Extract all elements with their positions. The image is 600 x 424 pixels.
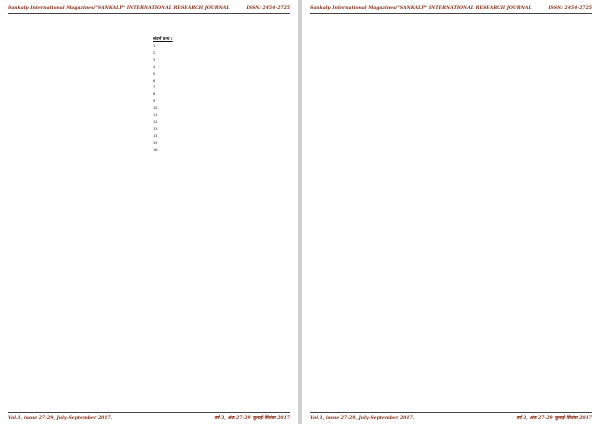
reference-text xyxy=(157,44,290,49)
body-paragraph xyxy=(455,73,592,97)
reference-text xyxy=(157,65,290,70)
reference-number: 16 xyxy=(153,147,158,152)
left-page-column-2 xyxy=(153,19,290,411)
journal-title: Sankalp International Magazines/"SANKALP" INTERNATIONAL RESEARCH JOURNAL xyxy=(8,6,230,11)
right-page-footer xyxy=(310,412,592,421)
reference-item xyxy=(153,127,290,132)
reference-number: 3 xyxy=(153,57,156,62)
journal-title: Sankalp International Magazines/"SANKALP" INTERNATIONAL RESEARCH JOURNAL xyxy=(310,6,532,11)
reference-item xyxy=(153,120,290,125)
body-paragraph xyxy=(455,127,592,151)
reference-text xyxy=(159,127,290,132)
body-paragraph xyxy=(310,186,447,210)
reference-item xyxy=(153,79,290,84)
reference-item xyxy=(153,99,290,104)
reference-item xyxy=(153,58,290,63)
reference-item xyxy=(153,85,290,90)
reference-number: 5 xyxy=(153,71,156,76)
body-paragraph xyxy=(8,154,145,178)
reference-item xyxy=(153,141,290,146)
body-paragraph xyxy=(455,19,592,43)
reference-number: 15 xyxy=(153,140,158,145)
left-page xyxy=(0,0,298,424)
body-paragraph xyxy=(455,100,592,124)
body-paragraph xyxy=(310,24,447,48)
reference-item xyxy=(153,113,290,118)
reference-number: 7 xyxy=(153,85,156,90)
reference-text xyxy=(159,134,290,139)
body-paragraph xyxy=(8,19,145,43)
right-page xyxy=(302,0,600,424)
issn: ISSN: 2454-2725 xyxy=(246,6,290,11)
reference-number: 6 xyxy=(153,78,156,83)
issue-label: वर्ष 3, अंक 27-29 जुलाई-सितंबर 2017 xyxy=(214,416,290,421)
left-page-footer xyxy=(8,412,290,421)
reference-text xyxy=(157,92,290,97)
right-page-column-2 xyxy=(455,19,592,411)
left-page-header xyxy=(8,6,290,14)
reference-number: 1 xyxy=(153,44,156,48)
reference-number: 8 xyxy=(153,92,156,97)
reference-item xyxy=(153,134,290,139)
reference-number: 9 xyxy=(153,99,156,104)
reference-number: 11 xyxy=(153,113,158,118)
references-list xyxy=(153,44,290,153)
reference-text xyxy=(159,113,290,118)
right-page-header xyxy=(310,6,592,14)
body-paragraph xyxy=(8,46,145,70)
volume-issue: Vol.1, issue 27-29, July-September 2017. xyxy=(8,416,113,421)
reference-item xyxy=(153,106,290,111)
issn: ISSN: 2454-2725 xyxy=(548,6,592,11)
volume-issue: Vol.1, issue 27-29, July-September 2017. xyxy=(310,416,415,421)
reference-text xyxy=(159,106,290,111)
reference-number: 10 xyxy=(153,106,158,111)
reference-text xyxy=(157,85,290,90)
reference-text xyxy=(157,99,290,104)
body-paragraph xyxy=(8,127,145,151)
reference-item xyxy=(153,148,290,153)
reference-text xyxy=(157,58,290,63)
body-paragraph xyxy=(8,100,145,124)
reference-text xyxy=(157,51,290,56)
reference-item xyxy=(153,51,290,56)
body-paragraph xyxy=(8,73,145,97)
reference-text xyxy=(159,141,290,146)
body-paragraph xyxy=(310,132,447,156)
references-heading: संदर्भ ग्रन्थ : xyxy=(153,37,173,42)
issue-label: वर्ष 3, अंक 27-29 जुलाई-सितंबर 2017 xyxy=(516,416,592,421)
reference-item xyxy=(153,65,290,70)
reference-number: 13 xyxy=(153,126,158,131)
reference-number: 12 xyxy=(153,119,158,124)
body-paragraph xyxy=(310,51,447,75)
body-paragraph xyxy=(310,105,447,129)
body-paragraph xyxy=(455,154,592,178)
left-page-columns xyxy=(8,19,290,411)
body-paragraph xyxy=(455,181,592,205)
reference-number: 2 xyxy=(153,50,156,55)
reference-item xyxy=(153,44,290,49)
body-paragraph xyxy=(455,46,592,70)
body-paragraph xyxy=(153,19,290,33)
reference-text xyxy=(157,79,290,84)
body-paragraph xyxy=(8,181,145,205)
reference-item xyxy=(153,72,290,77)
body-paragraph xyxy=(310,78,447,102)
reference-number: 4 xyxy=(153,64,156,69)
reference-text xyxy=(159,120,290,125)
reference-text xyxy=(157,72,290,77)
body-paragraph xyxy=(310,159,447,183)
right-page-column-1 xyxy=(310,19,447,411)
reference-item xyxy=(153,92,290,97)
reference-text xyxy=(159,148,290,153)
right-page-columns xyxy=(310,19,592,411)
reference-number: 14 xyxy=(153,133,158,138)
left-page-column-1 xyxy=(8,19,145,411)
